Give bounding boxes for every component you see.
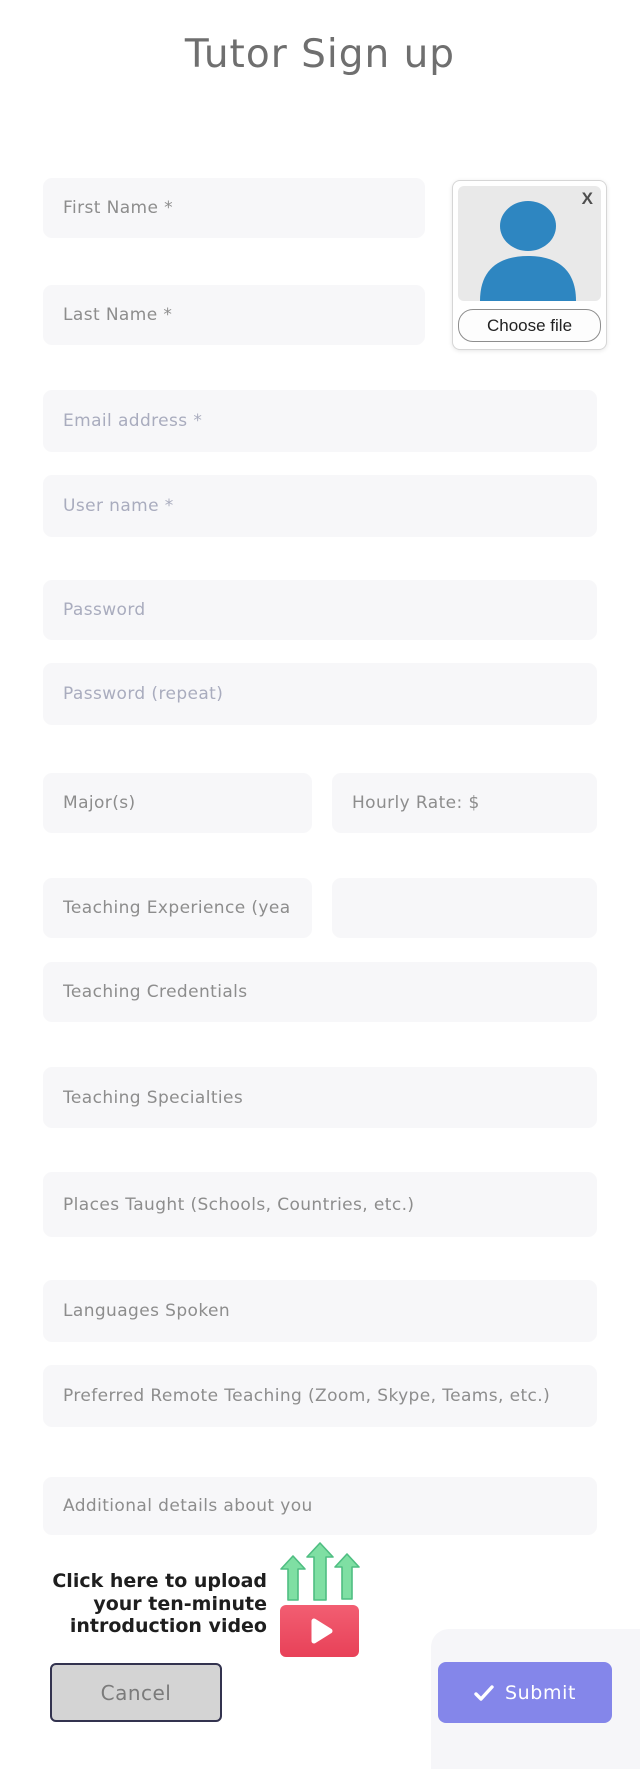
password-input[interactable] xyxy=(43,580,597,640)
teaching-experience-input[interactable] xyxy=(43,878,312,938)
teaching-experience-value-input[interactable] xyxy=(332,878,597,938)
hourly-rate-input[interactable] xyxy=(332,773,597,833)
last-name-field[interactable] xyxy=(43,285,425,345)
upload-video-button[interactable] xyxy=(280,1605,359,1657)
video-caption-line: introduction video xyxy=(69,1615,267,1637)
person-icon xyxy=(458,186,601,301)
first-name-field[interactable] xyxy=(43,178,425,238)
additional-details-input[interactable] xyxy=(43,1477,597,1535)
submit-button-label: Submit xyxy=(505,1681,576,1704)
additional-details-field[interactable] xyxy=(43,1477,597,1535)
teaching-credentials-field[interactable] xyxy=(43,962,597,1022)
teaching-credentials-input[interactable] xyxy=(43,962,597,1022)
teaching-experience-value-field[interactable] xyxy=(332,878,597,938)
hourly-rate-field[interactable] xyxy=(332,773,597,833)
teaching-experience-field[interactable] xyxy=(43,878,312,938)
places-taught-input[interactable] xyxy=(43,1172,597,1237)
username-input[interactable] xyxy=(43,475,597,537)
profile-photo-preview xyxy=(458,186,601,301)
video-upload-caption[interactable] xyxy=(30,1570,267,1638)
cancel-button[interactable]: Cancel xyxy=(50,1663,222,1722)
password-field[interactable] xyxy=(43,580,597,640)
last-name-input[interactable] xyxy=(43,285,425,345)
majors-input[interactable] xyxy=(43,773,312,833)
page-title: Tutor Sign up xyxy=(184,32,456,78)
remove-photo-button[interactable]: X xyxy=(581,189,593,208)
first-name-input[interactable] xyxy=(43,178,425,238)
teaching-specialties-input[interactable] xyxy=(43,1067,597,1128)
preferred-remote-teaching-input[interactable] xyxy=(43,1365,597,1427)
choose-file-button[interactable]: Choose file xyxy=(458,309,601,342)
email-input[interactable] xyxy=(43,390,597,452)
password-repeat-input[interactable] xyxy=(43,663,597,725)
play-icon xyxy=(280,1605,359,1657)
upload-arrows-icon xyxy=(280,1542,360,1602)
check-icon xyxy=(474,1685,494,1701)
majors-field[interactable] xyxy=(43,773,312,833)
video-caption-line: Click here to upload xyxy=(52,1570,267,1592)
submit-button[interactable] xyxy=(438,1662,612,1723)
languages-spoken-field[interactable] xyxy=(43,1280,597,1342)
username-field[interactable] xyxy=(43,475,597,537)
email-field[interactable] xyxy=(43,390,597,452)
places-taught-field[interactable] xyxy=(43,1172,597,1237)
preferred-remote-teaching-field[interactable] xyxy=(43,1365,597,1427)
password-repeat-field[interactable] xyxy=(43,663,597,725)
languages-spoken-input[interactable] xyxy=(43,1280,597,1342)
video-caption-line: your ten-minute xyxy=(93,1592,267,1615)
teaching-specialties-field[interactable] xyxy=(43,1067,597,1128)
profile-photo-card xyxy=(452,180,607,350)
